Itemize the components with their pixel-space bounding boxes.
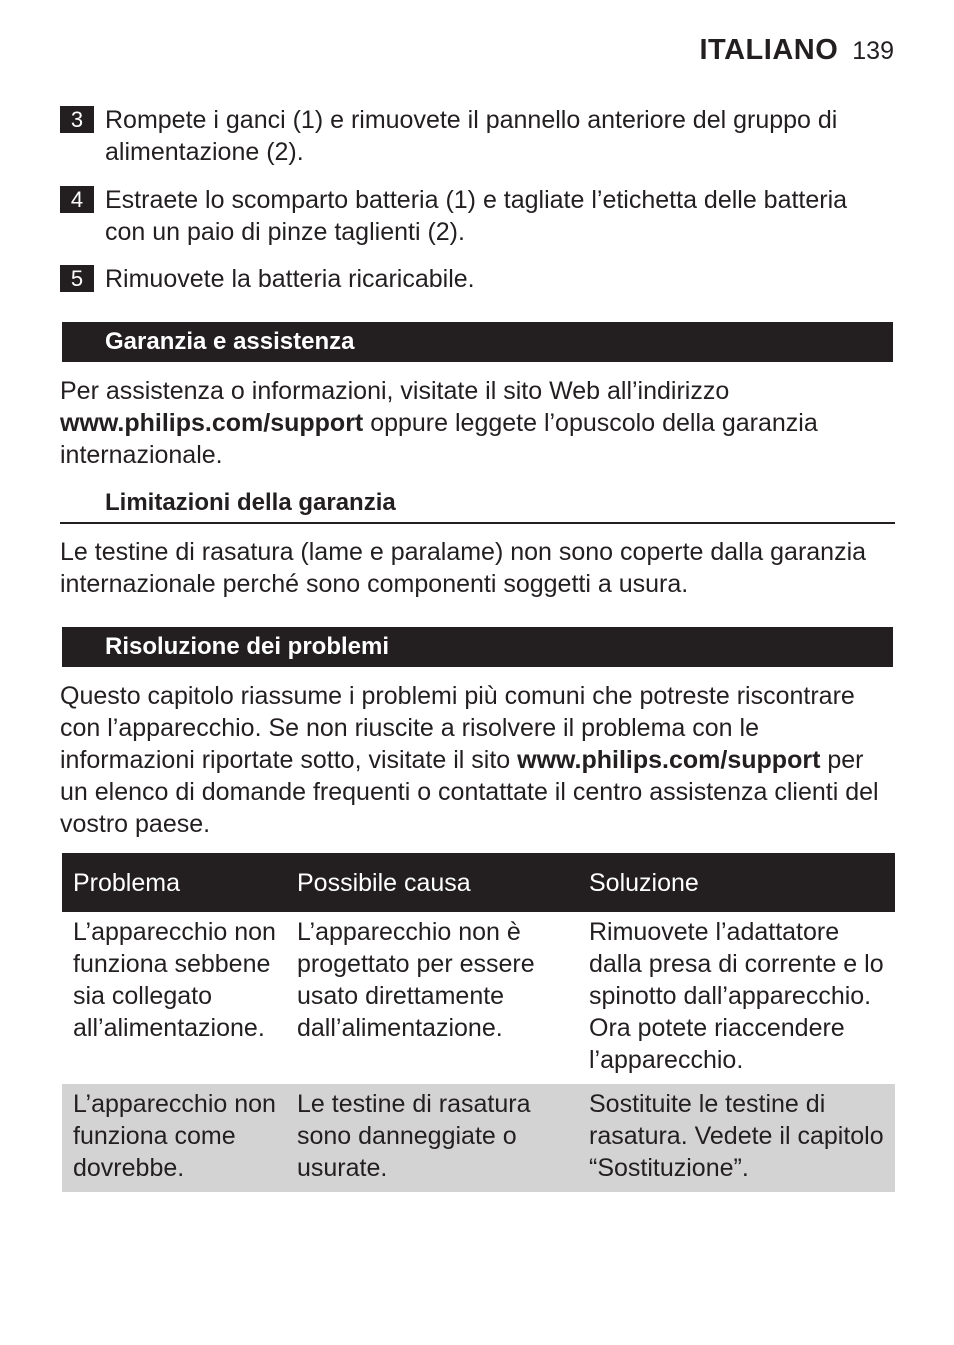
step-number-badge: 5: [60, 265, 94, 292]
language-label: ITALIANO: [699, 34, 839, 66]
problem-cell: L’apparecchio non funziona come dovrebbe.: [62, 1084, 286, 1192]
solution-cell: Sostituite le testine di rasatura. Vedete il capitolo “Sostituzione”.: [578, 1084, 895, 1192]
step-5: [60, 263, 894, 295]
troubleshooting-intro: [60, 680, 896, 840]
step-4: [60, 184, 894, 248]
step-3: [60, 104, 894, 168]
page-number: 139: [852, 37, 894, 65]
support-link[interactable]: www.philips.com/support: [517, 746, 821, 774]
table-header-row: [62, 853, 895, 912]
step-text: Rimuovete la batteria ricaricabile.: [105, 265, 475, 293]
step-number-badge: 4: [60, 186, 94, 213]
step-text: Estraete lo scomparto batteria (1) e tagliate l’etichetta delle batteria con un paio di pinze taglienti (2).: [105, 186, 848, 246]
warranty-text: Per assistenza o informazioni, visitate il sito Web all’indirizzo: [60, 377, 730, 405]
warranty-paragraph: [60, 375, 896, 471]
cause-cell: L’apparecchio non è progettato per essere usato direttamente dall’alimentazione.: [297, 918, 535, 1042]
solution-cell: Rimuovete l’adattatore dalla presa di corrente e lo spinotto dall’apparecchio. Ora potete riaccendere l’apparecchio.: [589, 918, 884, 1074]
subheading-warranty-limitations: Limitazioni della garanzia: [60, 482, 895, 524]
limitations-paragraph: Le testine di rasatura (lame e paralame) non sono coperte dalla garanzia internazionale perché sono componenti soggetti a usura.: [60, 538, 867, 598]
troubleshooting-table: [62, 853, 895, 1192]
table-row: [62, 912, 895, 1084]
intro-text-continued: per un elenco di domande frequenti o contattate il centro assistenza clienti del vostro paese.: [60, 746, 879, 838]
step-text: Rompete i ganci (1) e rimuovete il pannello anteriore del gruppo di alimentazione (2).: [105, 106, 838, 166]
column-header-solution: Soluzione: [578, 853, 895, 912]
section-heading-troubleshooting: Risoluzione dei problemi: [62, 627, 893, 667]
column-header-problem: Problema: [62, 853, 286, 912]
page-header: [700, 34, 895, 67]
problem-cell: L’apparecchio non funziona sebbene sia collegato all’alimentazione.: [73, 918, 276, 1042]
warranty-text-continued: oppure leggete l’opuscolo della garanzia internazionale.: [60, 409, 818, 469]
cause-cell: Le testine di rasatura sono danneggiate o usurate.: [286, 1084, 578, 1192]
section-heading-warranty: Garanzia e assistenza: [62, 322, 893, 362]
table-row: [62, 1084, 895, 1192]
intro-text: Questo capitolo riassume i problemi più comuni che potreste riscontrare con l’apparecchio. Se non riuscite a risolvere il problema con le informazioni riportate sotto, visitate il sito: [60, 682, 855, 774]
column-header-cause: Possibile causa: [286, 853, 578, 912]
support-link[interactable]: www.philips.com/support: [60, 409, 364, 437]
step-number-badge: 3: [60, 106, 94, 133]
